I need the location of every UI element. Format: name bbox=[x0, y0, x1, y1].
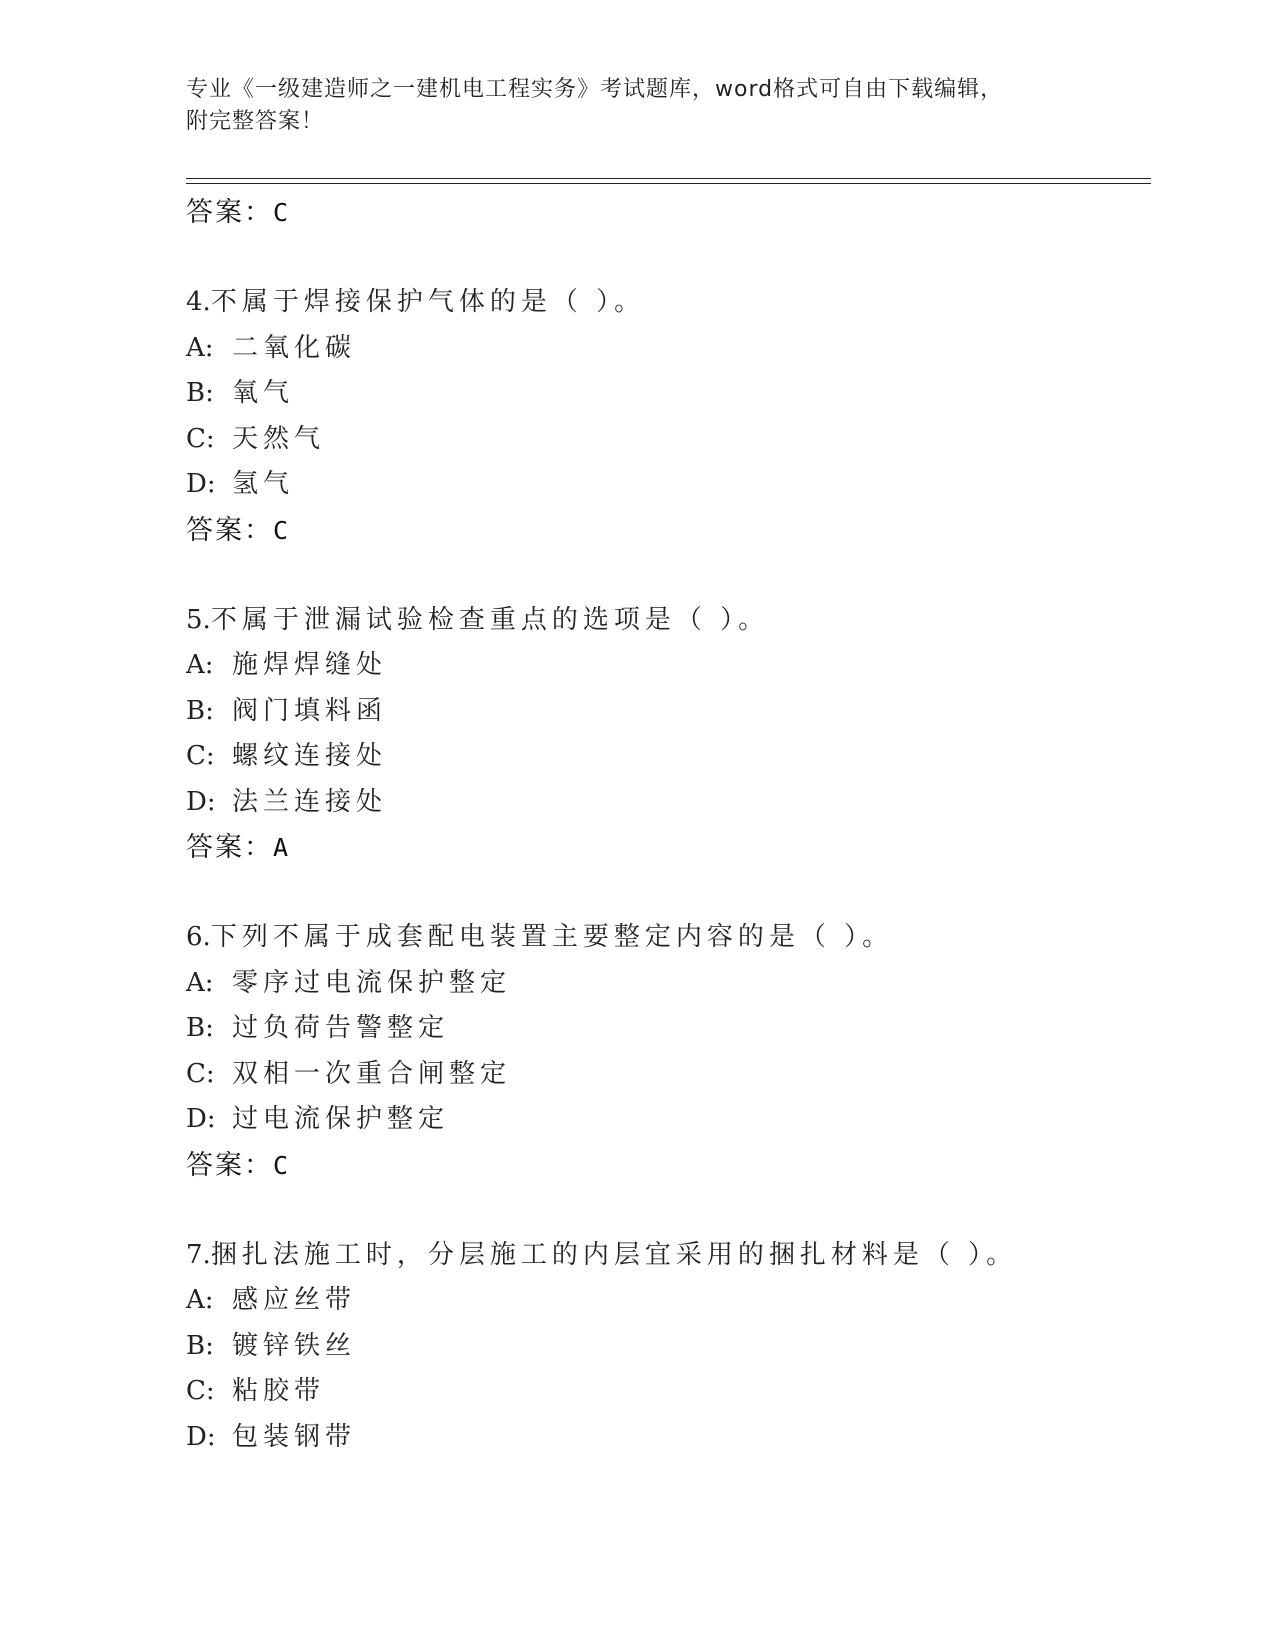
answer-value: C bbox=[273, 198, 289, 227]
question-stem bbox=[186, 1233, 1151, 1279]
question-text: 下列不属于成套配电装置主要整定内容的是（ ）。 bbox=[210, 922, 894, 952]
option-text: 零序过电流保护整定 bbox=[232, 967, 512, 998]
question-list bbox=[186, 190, 1151, 1460]
question-item bbox=[186, 598, 1151, 872]
option-text: 螺纹连接处 bbox=[232, 741, 388, 771]
question-number: 5. bbox=[186, 604, 211, 635]
answer-label: 答案： bbox=[186, 1149, 273, 1181]
option-key: C: bbox=[186, 741, 215, 771]
question-stem bbox=[186, 280, 1151, 326]
question-stem bbox=[186, 915, 1151, 961]
option-b bbox=[186, 371, 1151, 417]
option-text: 过电流保护整定 bbox=[232, 1104, 450, 1134]
option-key: C: bbox=[186, 423, 215, 454]
question-text: 不属于泄漏试验检查重点的选项是（ ）。 bbox=[210, 604, 770, 635]
option-text: 天然气 bbox=[232, 423, 326, 454]
question-number: 7. bbox=[186, 1239, 211, 1270]
option-text: 粘胶带 bbox=[232, 1376, 326, 1406]
option-text: 氧气 bbox=[232, 378, 295, 408]
option-text: 二氧化碳 bbox=[232, 332, 357, 363]
option-key: B: bbox=[186, 1330, 214, 1361]
header-line-2: 附完整答案！ bbox=[186, 109, 325, 134]
option-key: C: bbox=[186, 1376, 215, 1406]
option-key: B: bbox=[186, 695, 214, 726]
option-d bbox=[186, 1097, 1151, 1143]
option-b bbox=[186, 1006, 1151, 1052]
option-text: 过负荷告警整定 bbox=[232, 1013, 450, 1043]
option-key: A: bbox=[186, 332, 214, 363]
option-b bbox=[186, 1324, 1151, 1370]
answer-label: 答案： bbox=[186, 832, 273, 863]
option-key: B: bbox=[186, 378, 214, 408]
option-key: D: bbox=[186, 469, 216, 499]
option-text: 氢气 bbox=[232, 469, 295, 499]
header-divider-top bbox=[186, 178, 1151, 179]
question-item bbox=[186, 915, 1151, 1189]
option-a bbox=[186, 643, 1151, 689]
option-c bbox=[186, 1052, 1151, 1098]
option-text: 阀门填料函 bbox=[232, 695, 388, 726]
option-c bbox=[186, 1369, 1151, 1415]
option-key: A: bbox=[186, 650, 214, 680]
question-number: 6. bbox=[186, 922, 211, 952]
answer-line bbox=[186, 190, 1151, 236]
option-d bbox=[186, 780, 1151, 826]
option-d bbox=[186, 462, 1151, 508]
option-text: 双相一次重合闸整定 bbox=[232, 1058, 512, 1089]
option-text: 包装钢带 bbox=[232, 1421, 357, 1452]
header-divider-bottom bbox=[186, 183, 1151, 184]
answer-value: C bbox=[273, 515, 289, 545]
question-number: 4. bbox=[186, 287, 211, 317]
question-item bbox=[186, 1233, 1151, 1461]
question-item bbox=[186, 280, 1151, 554]
question-stem bbox=[186, 598, 1151, 644]
question-text: 捆扎法施工时，分层施工的内层宜采用的捆扎材料是（ ）。 bbox=[210, 1239, 1018, 1270]
option-c bbox=[186, 734, 1151, 780]
option-key: D: bbox=[186, 1104, 216, 1134]
option-text: 施焊焊缝处 bbox=[232, 650, 388, 680]
option-a bbox=[186, 326, 1151, 372]
option-text: 镀锌铁丝 bbox=[232, 1330, 357, 1361]
option-key: A: bbox=[186, 967, 214, 998]
answer-label: 答案： bbox=[186, 197, 273, 228]
option-key: A: bbox=[186, 1285, 214, 1315]
header-line-1: 专业《一级建造师之一建机电工程实务》考试题库，word格式可自由下载编辑， bbox=[186, 77, 1004, 102]
option-text: 感应丝带 bbox=[232, 1285, 357, 1315]
question-text: 不属于焊接保护气体的是（ ）。 bbox=[210, 287, 646, 317]
option-d bbox=[186, 1415, 1151, 1461]
option-c bbox=[186, 417, 1151, 463]
answer-value: A bbox=[273, 833, 289, 862]
page-header bbox=[186, 74, 1086, 138]
option-a bbox=[186, 1278, 1151, 1324]
option-text: 法兰连接处 bbox=[232, 786, 388, 817]
option-b bbox=[186, 689, 1151, 735]
option-key: D: bbox=[186, 786, 216, 817]
answer-label: 答案： bbox=[186, 514, 273, 546]
option-key: D: bbox=[186, 1421, 216, 1452]
answer-line bbox=[186, 1143, 1151, 1189]
option-key: C: bbox=[186, 1058, 215, 1089]
answer-line bbox=[186, 825, 1151, 871]
option-a bbox=[186, 961, 1151, 1007]
answer-line bbox=[186, 508, 1151, 554]
option-key: B: bbox=[186, 1013, 214, 1043]
answer-value: C bbox=[273, 1150, 289, 1180]
